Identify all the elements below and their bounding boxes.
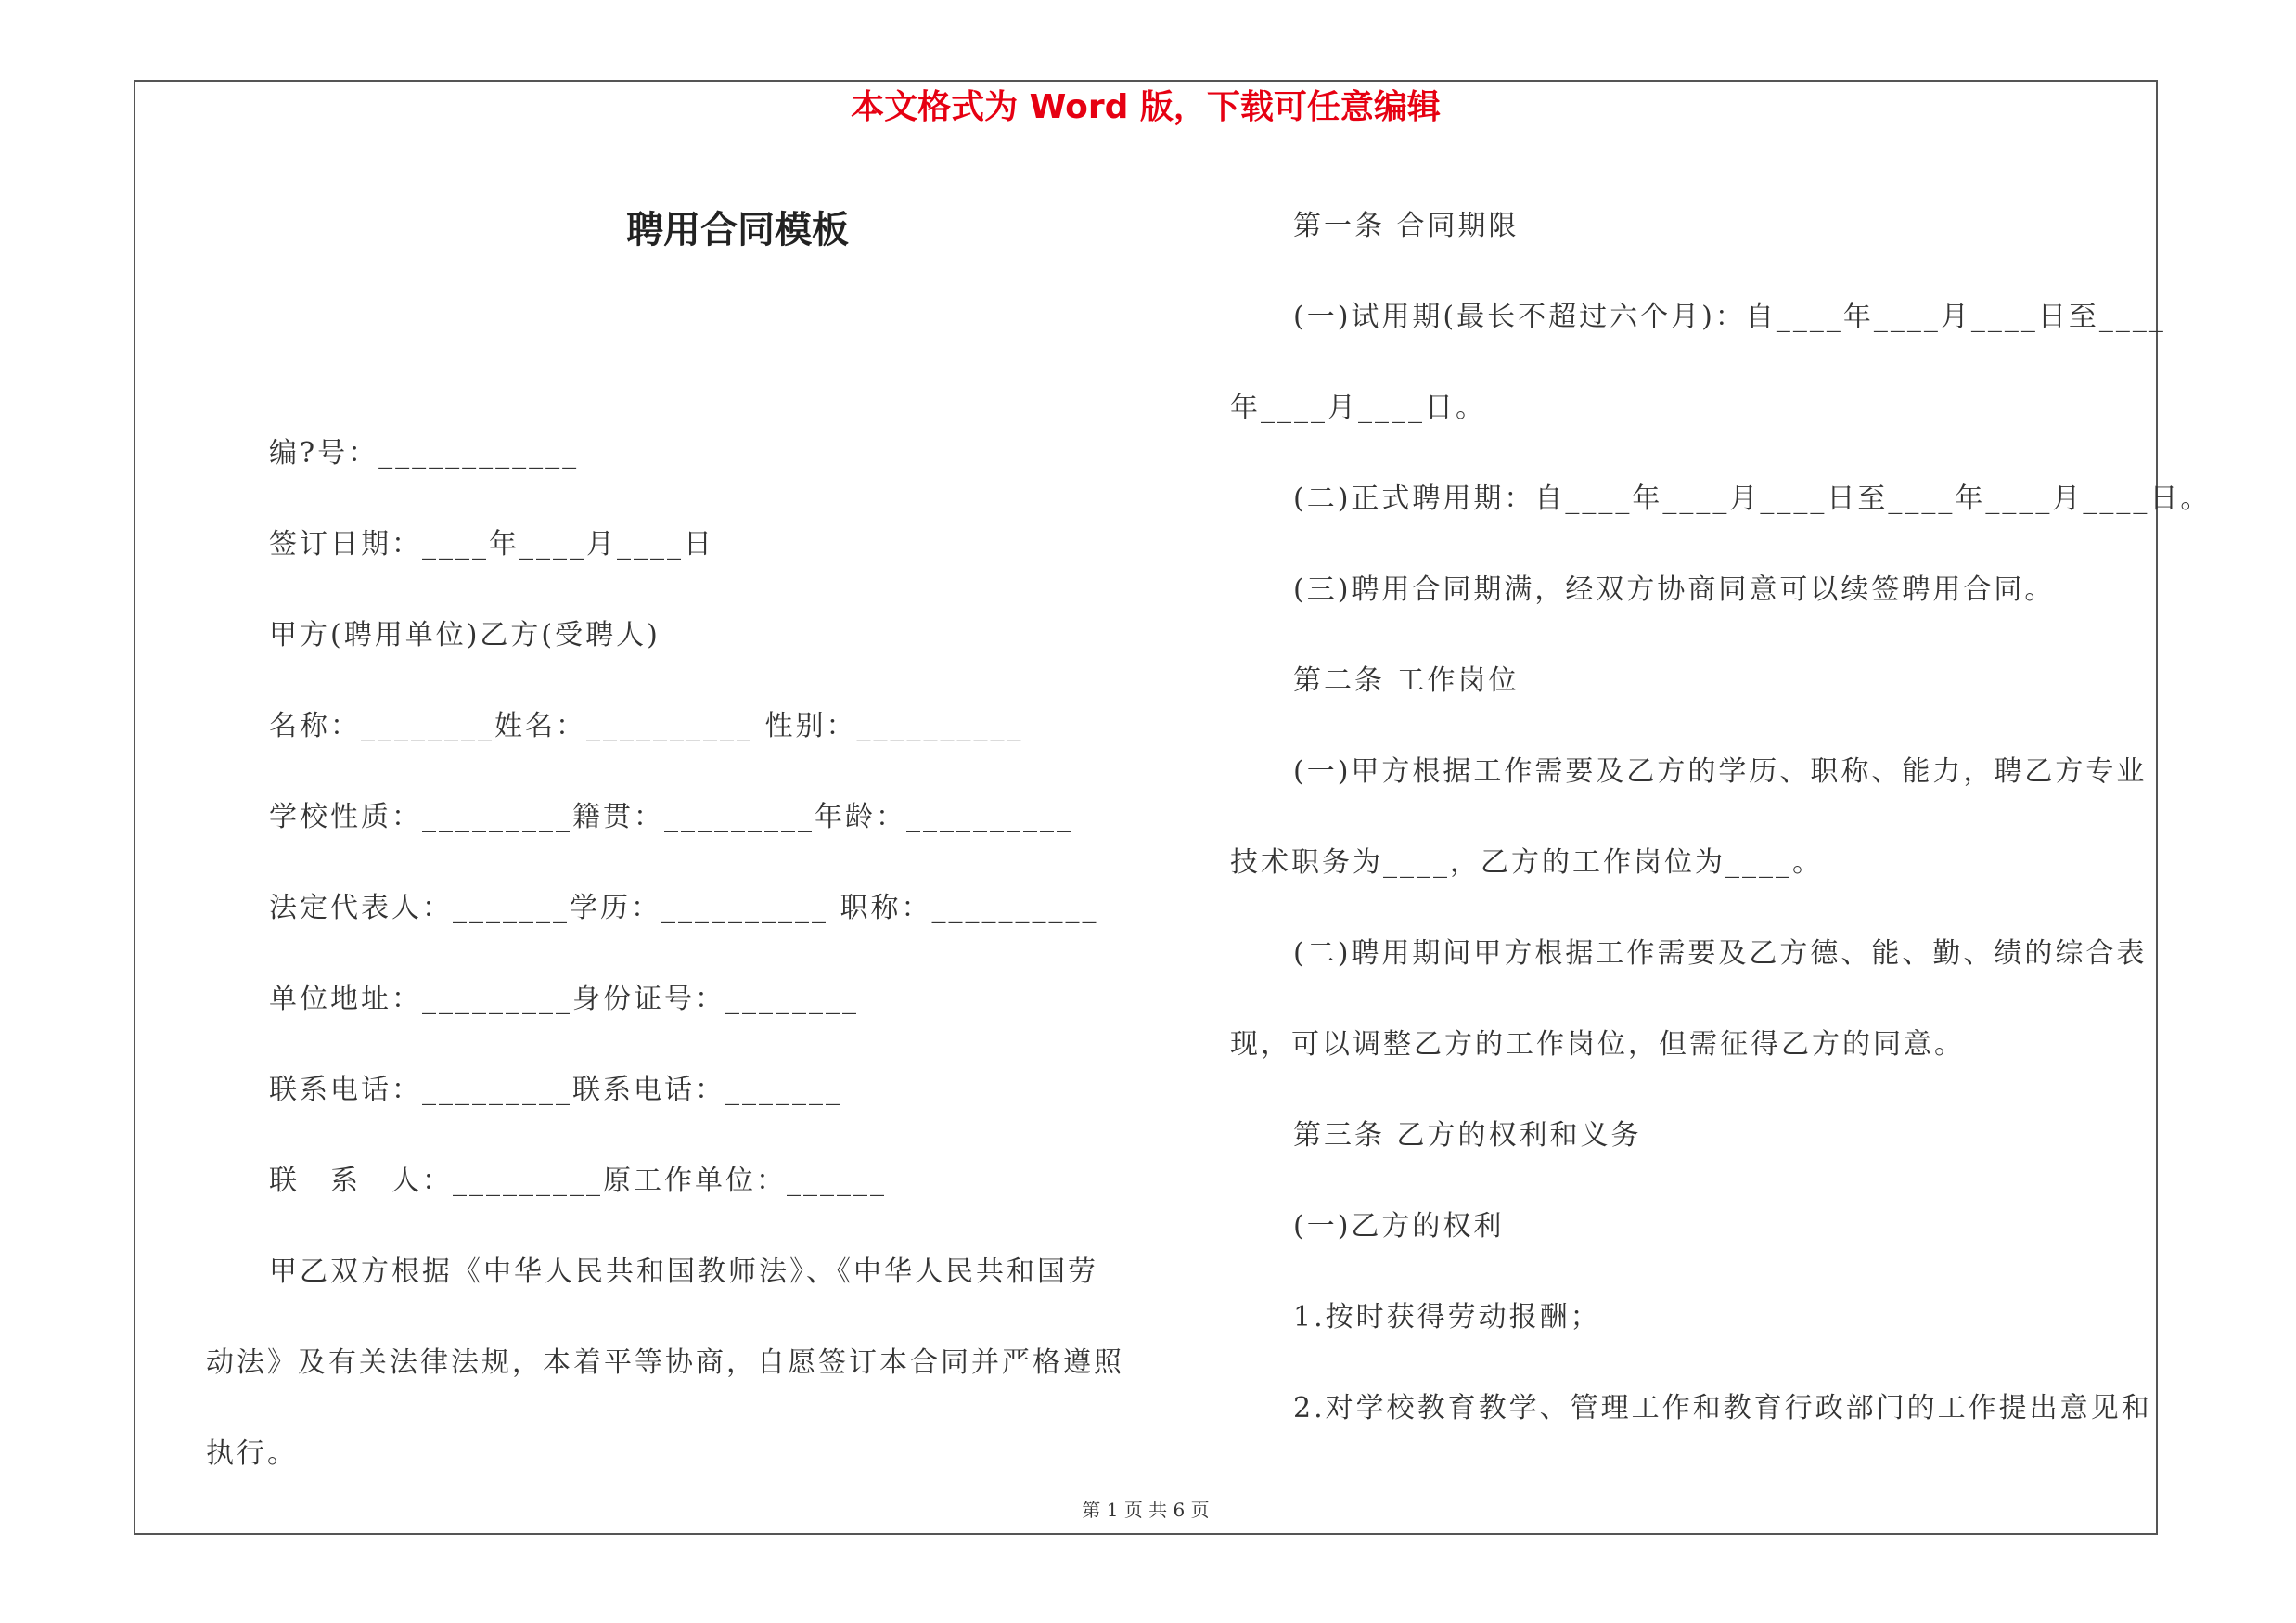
clause-paragraph: (三)聘用合同期满，经双方协商同意可以续签聘用合同。 [1293,573,2056,606]
parties-line: 甲方(聘用单位)乙方(受聘人) [269,619,661,651]
article-heading: 第三条 乙方的权利和义务 [1293,1119,1642,1152]
clause-paragraph: (一)甲方根据工作需要及乙方的学历、职称、能力，聘乙方专业 [1293,755,2148,788]
contact-line: 联 系 人：_________原工作单位：______ [269,1165,887,1197]
clause-paragraph: 年____月____日。 [1230,392,1486,424]
sign-date-line: 签订日期：____年____月____日 [269,528,714,560]
clause-paragraph: 2.对学校教育教学、管理工作和教育行政部门的工作提出意见和 [1293,1392,2152,1424]
document-header-notice: 本文格式为 Word 版，下载可任意编辑 [851,88,1441,126]
contract-number-line: 编?号：____________ [269,437,580,470]
school-nature-line: 学校性质：_________籍贯：_________年龄：__________ [269,801,1073,833]
clause-paragraph: 技术职务为____，乙方的工作岗位为____。 [1230,846,1823,879]
article-heading: 第二条 工作岗位 [1293,664,1520,697]
page-number-footer: 第 1 页 共 6 页 [1082,1499,1210,1521]
phone-line: 联系电话：_________联系电话：_______ [269,1074,842,1106]
name-gender-line: 名称：________姓名：__________ 性别：__________ [269,710,1024,742]
clause-paragraph: (一)试用期(最长不超过六个月)：自____年____月____日至____ [1293,301,2166,333]
legal-rep-line: 法定代表人：_______学历：__________ 职称：__________ [269,892,1099,924]
article-heading: 第一条 合同期限 [1293,210,1520,242]
right-column [1230,181,2212,1454]
clause-paragraph: (一)乙方的权利 [1293,1210,1505,1243]
body-paragraph: 执行。 [206,1437,298,1470]
clause-paragraph: 1.按时获得劳动报酬； [1293,1301,1601,1333]
document-title: 聘用合同模板 [626,208,849,251]
clause-paragraph: (二)正式聘用期：自____年____月____日至____年____月____日。 [1293,483,2212,515]
body-paragraph: 甲乙双方根据《中华人民共和国教师法》、《中华人民共和国劳 [269,1256,1098,1288]
left-column [206,408,1134,1500]
clause-paragraph: (二)聘用期间甲方根据工作需要及乙方德、能、勤、绩的综合表 [1293,937,2148,970]
address-id-line: 单位地址：_________身份证号：________ [269,983,859,1015]
body-paragraph: 动法》及有关法律法规，本着平等协商，自愿签订本合同并严格遵照 [206,1346,1124,1379]
clause-paragraph: 现，可以调整乙方的工作岗位，但需征得乙方的同意。 [1230,1028,1965,1061]
